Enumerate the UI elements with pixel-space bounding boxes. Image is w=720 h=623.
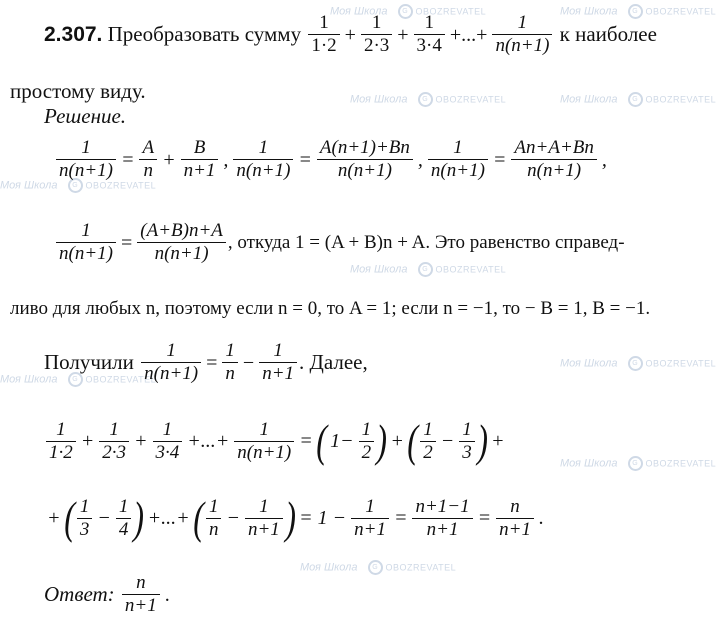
fraction: $\frac{1}{n(n+1)}$ [141,340,201,385]
fraction: $\frac{n}{n+1}$ [496,496,534,541]
fraction: $\frac{1}{n(n+1)}$ [56,220,116,265]
fraction: $\frac{1}{n(n+1)}$ [492,12,552,57]
watermark: Моя Школа G OBOZREVATEL [330,5,487,18]
watermark: Моя Школа G OBOZREVATEL [350,263,507,276]
fraction: $\frac{1}{n+1}$ [245,496,283,541]
equation-1: $\frac{1}{n(n+1)}$ = $\frac{A}{n}$ + $\frac{B}{n+1}$ , $\frac{1}{n(n+1)}$ = $\frac{A(n+1)+Bn}{n(n+1)}$ , $\frac{1}{n(n+1)}$ = $\frac{An+A+Bn}{n(n+1)}$ , [54,137,610,182]
fraction: $\frac{1}{3}$ [77,496,93,541]
watermark: Моя Школа G OBOZREVATEL [560,457,717,470]
problem-statement-cont: простому виду. [10,78,146,103]
watermark: Моя Школа G OBOZREVATEL [0,179,157,192]
fraction: $\frac{1}{1\cdot 2}$ [308,12,339,57]
problem-lead: Преобразовать сумму [107,22,302,46]
fraction: $\frac{1}{1\cdot 2}$ [46,419,76,464]
fraction: $\frac{1}{n+1}$ [351,496,389,541]
answer-label: Ответ: [44,582,115,606]
fraction: $\frac{1}{n(n+1)}$ [233,137,293,182]
fraction: $\frac{1}{3\cdot 4}$ [414,12,445,57]
watermark: Моя Школа G OBOZREVATEL [0,373,157,386]
fraction: $\frac{A}{n}$ [139,137,157,182]
result-lead: Получили [44,350,134,374]
fraction: $\frac{A(n+1)+Bn}{n(n+1)}$ [317,137,413,182]
fraction: $\frac{1}{2}$ [359,419,375,464]
fraction: $\frac{1}{2}$ [420,419,436,464]
sum-line-1: $\frac{1}{1\cdot 2}$ + $\frac{1}{2\cdot 3}$ + $\frac{1}{3\cdot 4}$ +...+ $\frac{1}{n(n+1)}$ =( 1− $\frac{1}{2}$ ) +( $\frac{1}{2}$ − $\frac{1}{3}$ ) + [44,418,508,464]
fraction: $\frac{1}{n(n+1)}$ [234,419,294,464]
fraction: $\frac{1}{3\cdot 4}$ [153,419,183,464]
problem-statement: 2.307. Преобразовать сумму $\frac{1}{1\cdot 2}$ + $\frac{1}{2\cdot 3}$ + $\frac{1}{3\cdot 4}$ +...+ $\frac{1}{n(n+1)}$ к наиболее [44,12,657,56]
watermark: Моя Школа G OBOZREVATEL [560,93,717,106]
equation-2: $\frac{1}{n(n+1)}$ = $\frac{(A+B)n+A}{n(n+1)}$ , откуда 1 = (A + B)n + A. Это равенство справед- [54,220,625,265]
fraction: $\frac{1}{3}$ [459,419,475,464]
fraction: $\frac{1}{2\cdot 3}$ [361,12,392,57]
fraction: $\frac{1}{4}$ [116,496,132,541]
fraction: $\frac{B}{n+1}$ [181,137,219,182]
fraction: $\frac{An+A+Bn}{n(n+1)}$ [511,137,596,182]
watermark: Моя Школа G OBOZREVATEL [560,5,717,18]
watermark: Моя Школа G OBOZREVATEL [300,561,457,574]
fraction: $\frac{1}{n(n+1)}$ [428,137,488,182]
problem-number: 2.307. [44,23,103,46]
result-line: Получили $\frac{1}{n(n+1)}$ = $\frac{1}{n}$ − $\frac{1}{n+1}$ . Далее, [44,340,368,384]
fraction: $\frac{1}{n(n+1)}$ [56,137,116,182]
problem-tail: к наиболее [559,22,657,46]
fraction: $\frac{1}{n}$ [222,340,238,385]
fraction: $\frac{n}{n+1}$ [122,572,160,617]
fraction: $\frac{n+1-1}{n+1}$ [412,496,472,541]
watermark: Моя Школа G OBOZREVATEL [350,93,507,106]
sum-line-2: +( $\frac{1}{3}$ − $\frac{1}{4}$ ) +...+( $\frac{1}{n}$ − $\frac{1}{n+1}$ ) = 1 − $\frac{1}{n+1}$ = $\frac{n+1-1}{n+1}$ = $\frac{n}{n+1}$ . [47,492,544,543]
solution-label: Решение. [44,103,127,128]
fraction: $\frac{1}{2\cdot 3}$ [99,419,129,464]
fraction: $\frac{1}{n+1}$ [259,340,297,385]
answer-line: Ответ: $\frac{n}{n+1}$ . [44,572,170,616]
equation-2-text: , откуда 1 = (A + B)n + A. Это равенство справед- [227,232,625,253]
watermark: Моя Школа G OBOZREVATEL [560,357,717,370]
fraction: $\frac{1}{n}$ [206,496,222,541]
fraction: $\frac{(A+B)n+A}{n(n+1)}$ [137,220,226,265]
text-line: ливо для любых n, поэтому если n = 0, то A = 1; если n = −1, то − B = 1, B = −1. [10,297,651,319]
